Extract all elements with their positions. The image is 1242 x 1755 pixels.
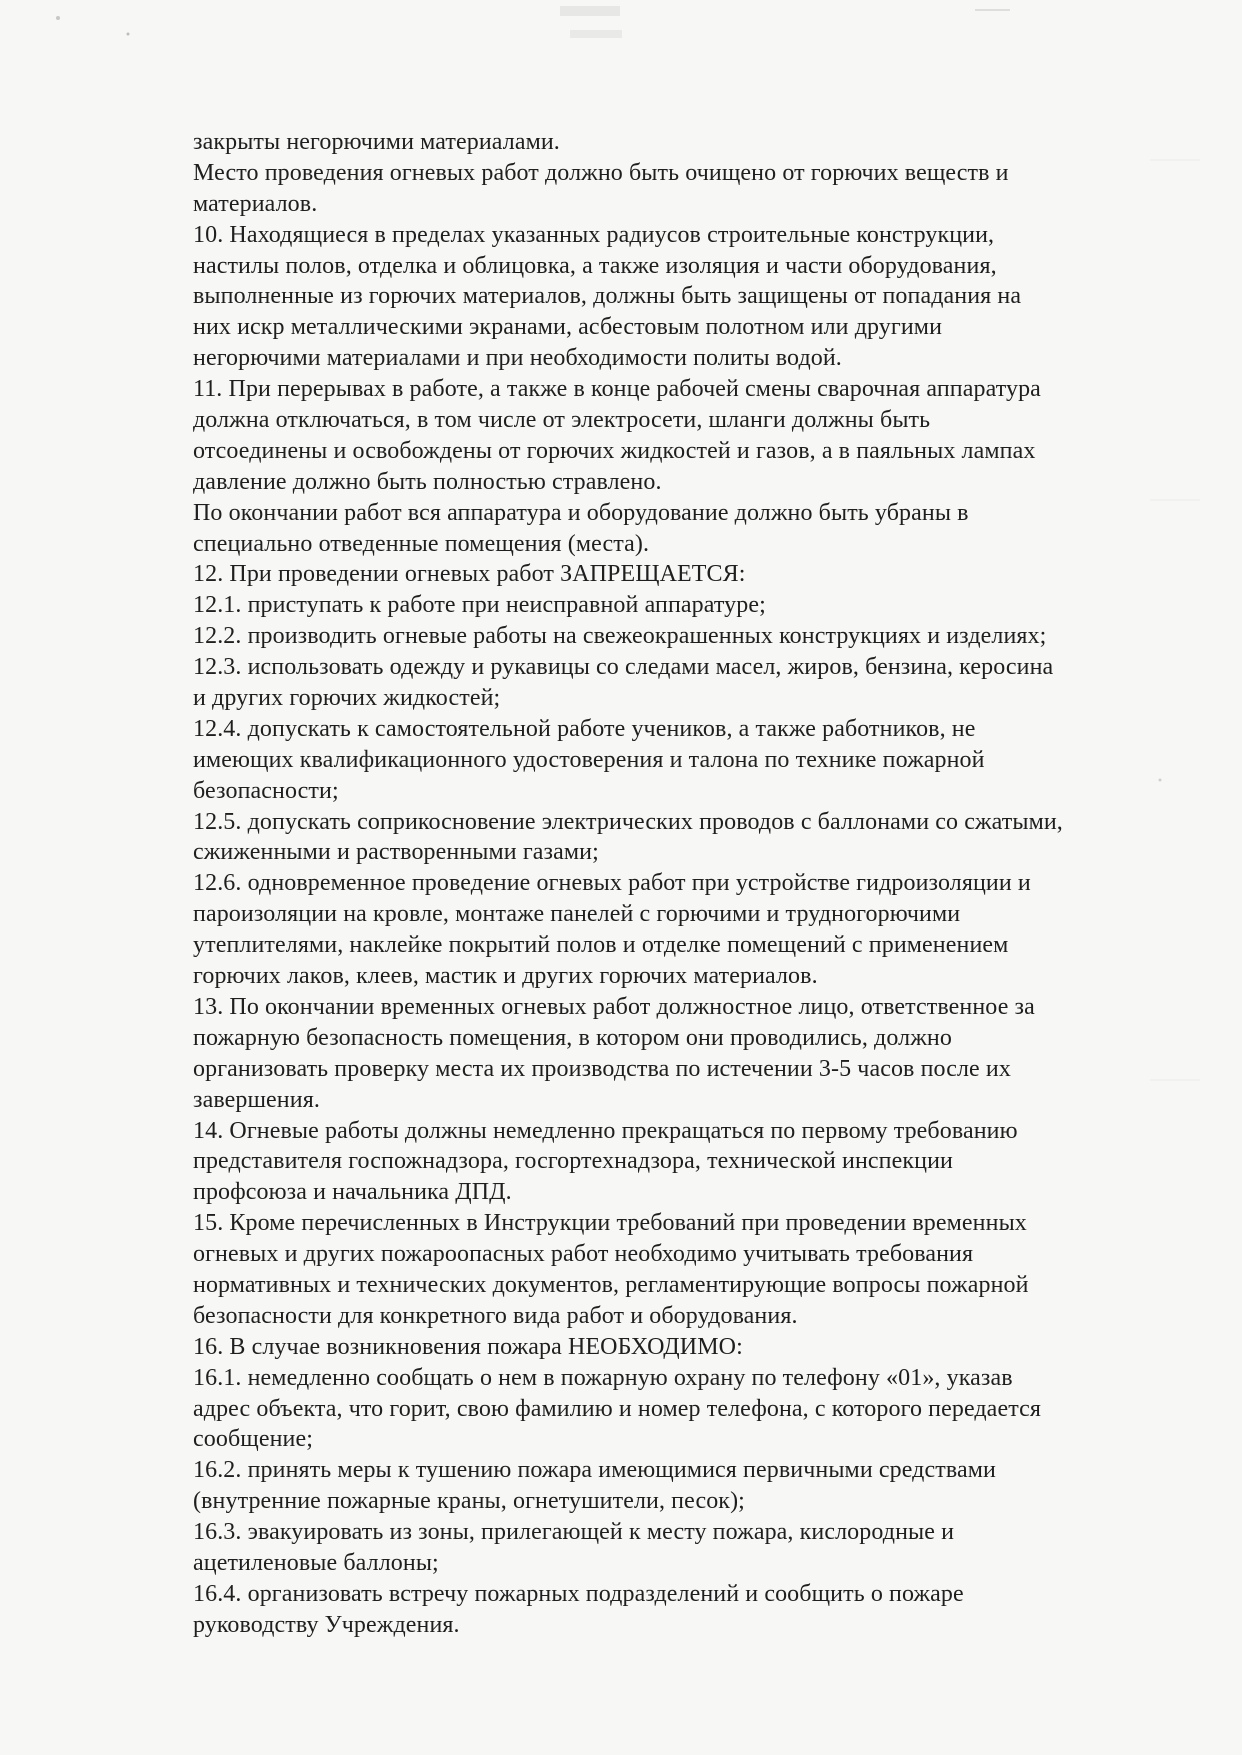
text-line: представителя госпожнадзора, госгортехнадзора, технической инспекции	[193, 1148, 953, 1175]
text-line: давление должно быть полностью стравлено.	[193, 468, 662, 495]
text-line: 16.1. немедленно сообщать о нем в пожарную охрану по телефону «01», указав	[193, 1364, 1013, 1391]
text-line: безопасности для конкретного вида работ и оборудования.	[193, 1302, 798, 1329]
text-line: нормативных и технических документов, регламентирующие вопросы пожарной	[193, 1271, 1029, 1298]
text-line: утеплителями, наклейке покрытий полов и отделке помещений с применением	[193, 932, 1009, 959]
text-line: материалов.	[193, 190, 318, 217]
text-line: организовать проверку места их производства по истечении 3-5 часов после их	[193, 1055, 1011, 1082]
text-line: По окончании работ вся аппаратура и оборудование должно быть убраны в	[193, 499, 969, 526]
text-line: безопасности;	[193, 777, 339, 804]
text-line: адрес объекта, что горит, свою фамилию и номер телефона, с которого передается	[193, 1395, 1041, 1422]
text-line: 16.3. эвакуировать из зоны, прилегающей к месту пожара, кислородные и	[193, 1519, 955, 1546]
text-line: завершения.	[193, 1086, 320, 1113]
text-line: негорючими материалами и при необходимости политы водой.	[193, 345, 842, 372]
text-line: 12.6. одновременное проведение огневых работ при устройстве гидроизоляции и	[193, 870, 1031, 897]
text-line: 12.3. использовать одежду и рукавицы со следами масел, жиров, бензина, керосина	[193, 654, 1054, 681]
text-line: 16.2. принять меры к тушению пожара имеющимися первичными средствами	[193, 1457, 996, 1484]
document-body	[193, 127, 1193, 1641]
text-line: огневых и других пожароопасных работ необходимо учитывать требования	[193, 1241, 974, 1268]
text-line: 15. Кроме перечисленных в Инструкции требований при проведении временных	[193, 1210, 1027, 1237]
text-line: сообщение;	[193, 1426, 314, 1453]
text-line: руководству Учреждения.	[193, 1611, 460, 1638]
text-line: (внутренние пожарные краны, огнетушители, песок);	[193, 1488, 745, 1515]
text-line: должна отключаться, в том числе от электросети, шланги должны быть	[193, 407, 931, 434]
text-line: пожарную безопасность помещения, в котором они проводились, должно	[193, 1024, 952, 1051]
text-line: сжиженными и растворенными газами;	[193, 839, 599, 866]
text-line: ацетиленовые баллоны;	[193, 1549, 439, 1576]
text-line: 14. Огневые работы должны немедленно прекращаться по первому требованию	[193, 1117, 1018, 1144]
text-line: 12.2. производить огневые работы на свежеокрашенных конструкциях и изделиях;	[193, 623, 1047, 650]
text-line: 10. Находящиеся в пределах указанных радиусов строительные конструкции,	[193, 221, 995, 248]
text-line: выполненные из горючих материалов, должны быть защищены от попадания на	[193, 283, 1022, 310]
text-line: профсоюза и начальника ДПД.	[193, 1179, 512, 1206]
text-line: 12. При проведении огневых работ ЗАПРЕЩАЕТСЯ:	[193, 561, 746, 588]
text-line: пароизоляции на кровле, монтаже панелей с горючими и трудногорючими	[193, 901, 961, 928]
text-line: имеющих квалификационного удостоверения и талона по технике пожарной	[193, 746, 985, 773]
text-line: 13. По окончании временных огневых работ должностное лицо, ответственное за	[193, 993, 1035, 1020]
text-line: горючих лаков, клеев, мастик и других горючих материалов.	[193, 963, 818, 990]
text-line: 12.4. допускать к самостоятельной работе учеников, а также работников, не	[193, 715, 976, 742]
text-line: 12.1. приступать к работе при неисправной аппаратуре;	[193, 592, 766, 619]
text-line: 16.4. организовать встречу пожарных подразделений и сообщить о пожаре	[193, 1580, 964, 1607]
text-line: них искр металлическими экранами, асбестовым полотном или другими	[193, 314, 943, 341]
text-line: 12.5. допускать соприкосновение электрических проводов с баллонами со сжатыми,	[193, 808, 1063, 835]
text-line: отсоединены и освобождены от горючих жидкостей и газов, а в паяльных лампах	[193, 437, 1036, 464]
text-line: 16. В случае возникновения пожара НЕОБХОДИМО:	[193, 1333, 743, 1360]
text-line: настилы полов, отделка и облицовка, а также изоляция и части оборудования,	[193, 252, 997, 279]
text-line: 11. При перерывах в работе, а также в конце рабочей смены сварочная аппаратура	[193, 376, 1041, 403]
text-line: специально отведенные помещения (места).	[193, 530, 650, 557]
text-line: закрыты негорючими материалами.	[193, 129, 560, 155]
text-line: Место проведения огневых работ должно быть очищено от горючих веществ и	[193, 159, 1009, 186]
text-line: и других горючих жидкостей;	[193, 685, 501, 712]
